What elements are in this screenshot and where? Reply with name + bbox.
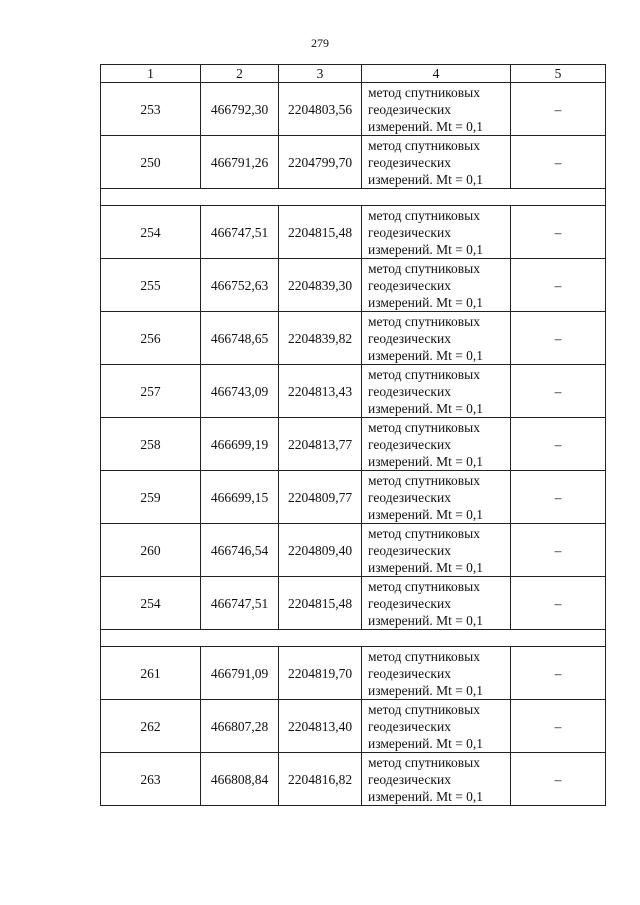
- x-coordinate-cell: 466808,84: [201, 753, 279, 806]
- method-line: метод спутниковых: [368, 260, 480, 276]
- method-line: геодезических: [368, 489, 451, 505]
- dash-mark: –: [554, 542, 562, 558]
- dash-mark: –: [554, 718, 562, 734]
- separator-cell: [101, 630, 606, 647]
- note-cell: [511, 365, 606, 418]
- point-number-cell: 263: [101, 753, 201, 806]
- method-line: измерений. Mt = 0,1: [368, 347, 484, 363]
- method-cell: [362, 83, 511, 136]
- table-row: [101, 206, 606, 259]
- table-row: [101, 365, 606, 418]
- method-line: геодезических: [368, 665, 451, 681]
- y-coordinate-cell: 2204799,70: [279, 136, 362, 189]
- note-cell: [511, 206, 606, 259]
- x-coordinate-cell: 466748,65: [201, 312, 279, 365]
- dash-mark: –: [554, 771, 562, 787]
- page-number: 279: [311, 36, 329, 50]
- dash-mark: –: [554, 277, 562, 293]
- table-row: [101, 259, 606, 312]
- note-cell: [511, 577, 606, 630]
- dash-mark: –: [554, 154, 562, 170]
- note-cell: [511, 700, 606, 753]
- dash-mark: –: [554, 101, 562, 117]
- point-number-cell: 250: [101, 136, 201, 189]
- table-body: [101, 65, 606, 806]
- method-line: геодезических: [368, 542, 451, 558]
- table-header-row: [101, 65, 606, 83]
- method-cell: [362, 418, 511, 471]
- method-line: измерений. Mt = 0,1: [368, 294, 484, 310]
- y-coordinate-cell: 2204813,40: [279, 700, 362, 753]
- dash-mark: –: [554, 224, 562, 240]
- method-line: измерений. Mt = 0,1: [368, 612, 484, 628]
- method-line: измерений. Mt = 0,1: [368, 118, 484, 134]
- method-line: метод спутниковых: [368, 578, 480, 594]
- method-cell: [362, 700, 511, 753]
- y-coordinate-cell: 2204819,70: [279, 647, 362, 700]
- table-row: [101, 700, 606, 753]
- column-header: 5: [511, 65, 606, 83]
- method-line: геодезических: [368, 154, 451, 170]
- method-line: метод спутниковых: [368, 472, 480, 488]
- method-line: геодезических: [368, 101, 451, 117]
- method-line: метод спутниковых: [368, 525, 480, 541]
- separator-cell: [101, 189, 606, 206]
- method-line: измерений. Mt = 0,1: [368, 453, 484, 469]
- y-coordinate-cell: 2204809,77: [279, 471, 362, 524]
- x-coordinate-cell: 466807,28: [201, 700, 279, 753]
- method-cell: [362, 577, 511, 630]
- method-cell: [362, 647, 511, 700]
- method-line: геодезических: [368, 718, 451, 734]
- point-number-cell: 255: [101, 259, 201, 312]
- note-cell: [511, 524, 606, 577]
- method-line: метод спутниковых: [368, 419, 480, 435]
- x-coordinate-cell: 466792,30: [201, 83, 279, 136]
- method-line: метод спутниковых: [368, 207, 480, 223]
- y-coordinate-cell: 2204803,56: [279, 83, 362, 136]
- table-row: [101, 471, 606, 524]
- method-cell: [362, 206, 511, 259]
- note-cell: [511, 136, 606, 189]
- table-row: [101, 136, 606, 189]
- note-cell: [511, 647, 606, 700]
- method-line: геодезических: [368, 330, 451, 346]
- coordinates-table: [100, 64, 606, 806]
- y-coordinate-cell: 2204813,43: [279, 365, 362, 418]
- method-line: геодезических: [368, 771, 451, 787]
- column-header: 1: [101, 65, 201, 83]
- method-line: геодезических: [368, 277, 451, 293]
- table-row: [101, 418, 606, 471]
- method-line: геодезических: [368, 436, 451, 452]
- dash-mark: –: [554, 595, 562, 611]
- y-coordinate-cell: 2204815,48: [279, 206, 362, 259]
- point-number-cell: 262: [101, 700, 201, 753]
- x-coordinate-cell: 466791,09: [201, 647, 279, 700]
- note-cell: [511, 259, 606, 312]
- y-coordinate-cell: 2204839,82: [279, 312, 362, 365]
- column-header: 2: [201, 65, 279, 83]
- method-line: метод спутниковых: [368, 137, 480, 153]
- method-line: измерений. Mt = 0,1: [368, 788, 484, 804]
- x-coordinate-cell: 466746,54: [201, 524, 279, 577]
- note-cell: [511, 753, 606, 806]
- table-row: [101, 647, 606, 700]
- point-number-cell: 253: [101, 83, 201, 136]
- x-coordinate-cell: 466743,09: [201, 365, 279, 418]
- method-cell: [362, 136, 511, 189]
- x-coordinate-cell: 466747,51: [201, 577, 279, 630]
- dash-mark: –: [554, 665, 562, 681]
- method-line: измерений. Mt = 0,1: [368, 171, 484, 187]
- method-line: метод спутниковых: [368, 648, 480, 664]
- point-number-cell: 254: [101, 577, 201, 630]
- x-coordinate-cell: 466791,26: [201, 136, 279, 189]
- group-separator-row: [101, 630, 606, 647]
- method-line: измерений. Mt = 0,1: [368, 400, 484, 416]
- y-coordinate-cell: 2204815,48: [279, 577, 362, 630]
- method-cell: [362, 312, 511, 365]
- point-number-cell: 257: [101, 365, 201, 418]
- method-line: измерений. Mt = 0,1: [368, 682, 484, 698]
- dash-mark: –: [554, 436, 562, 452]
- method-cell: [362, 471, 511, 524]
- table-row: [101, 753, 606, 806]
- method-line: метод спутниковых: [368, 366, 480, 382]
- column-header: 4: [362, 65, 511, 83]
- method-cell: [362, 753, 511, 806]
- method-line: геодезических: [368, 595, 451, 611]
- dash-mark: –: [554, 383, 562, 399]
- method-line: геодезических: [368, 383, 451, 399]
- y-coordinate-cell: 2204839,30: [279, 259, 362, 312]
- point-number-cell: 256: [101, 312, 201, 365]
- x-coordinate-cell: 466752,63: [201, 259, 279, 312]
- dash-mark: –: [554, 489, 562, 505]
- method-line: измерений. Mt = 0,1: [368, 735, 484, 751]
- method-line: геодезических: [368, 224, 451, 240]
- y-coordinate-cell: 2204813,77: [279, 418, 362, 471]
- method-cell: [362, 524, 511, 577]
- dash-mark: –: [554, 330, 562, 346]
- method-line: измерений. Mt = 0,1: [368, 506, 484, 522]
- point-number-cell: 258: [101, 418, 201, 471]
- table-row: [101, 312, 606, 365]
- method-cell: [362, 365, 511, 418]
- note-cell: [511, 83, 606, 136]
- note-cell: [511, 418, 606, 471]
- method-line: метод спутниковых: [368, 754, 480, 770]
- note-cell: [511, 471, 606, 524]
- x-coordinate-cell: 466699,15: [201, 471, 279, 524]
- method-cell: [362, 259, 511, 312]
- point-number-cell: 254: [101, 206, 201, 259]
- method-line: метод спутниковых: [368, 313, 480, 329]
- table-row: [101, 524, 606, 577]
- note-cell: [511, 312, 606, 365]
- group-separator-row: [101, 189, 606, 206]
- method-line: измерений. Mt = 0,1: [368, 559, 484, 575]
- method-line: метод спутниковых: [368, 701, 480, 717]
- y-coordinate-cell: 2204809,40: [279, 524, 362, 577]
- x-coordinate-cell: 466699,19: [201, 418, 279, 471]
- table-row: [101, 577, 606, 630]
- y-coordinate-cell: 2204816,82: [279, 753, 362, 806]
- point-number-cell: 261: [101, 647, 201, 700]
- point-number-cell: 259: [101, 471, 201, 524]
- column-header: 3: [279, 65, 362, 83]
- x-coordinate-cell: 466747,51: [201, 206, 279, 259]
- method-line: метод спутниковых: [368, 84, 480, 100]
- table-row: [101, 83, 606, 136]
- method-line: измерений. Mt = 0,1: [368, 241, 484, 257]
- point-number-cell: 260: [101, 524, 201, 577]
